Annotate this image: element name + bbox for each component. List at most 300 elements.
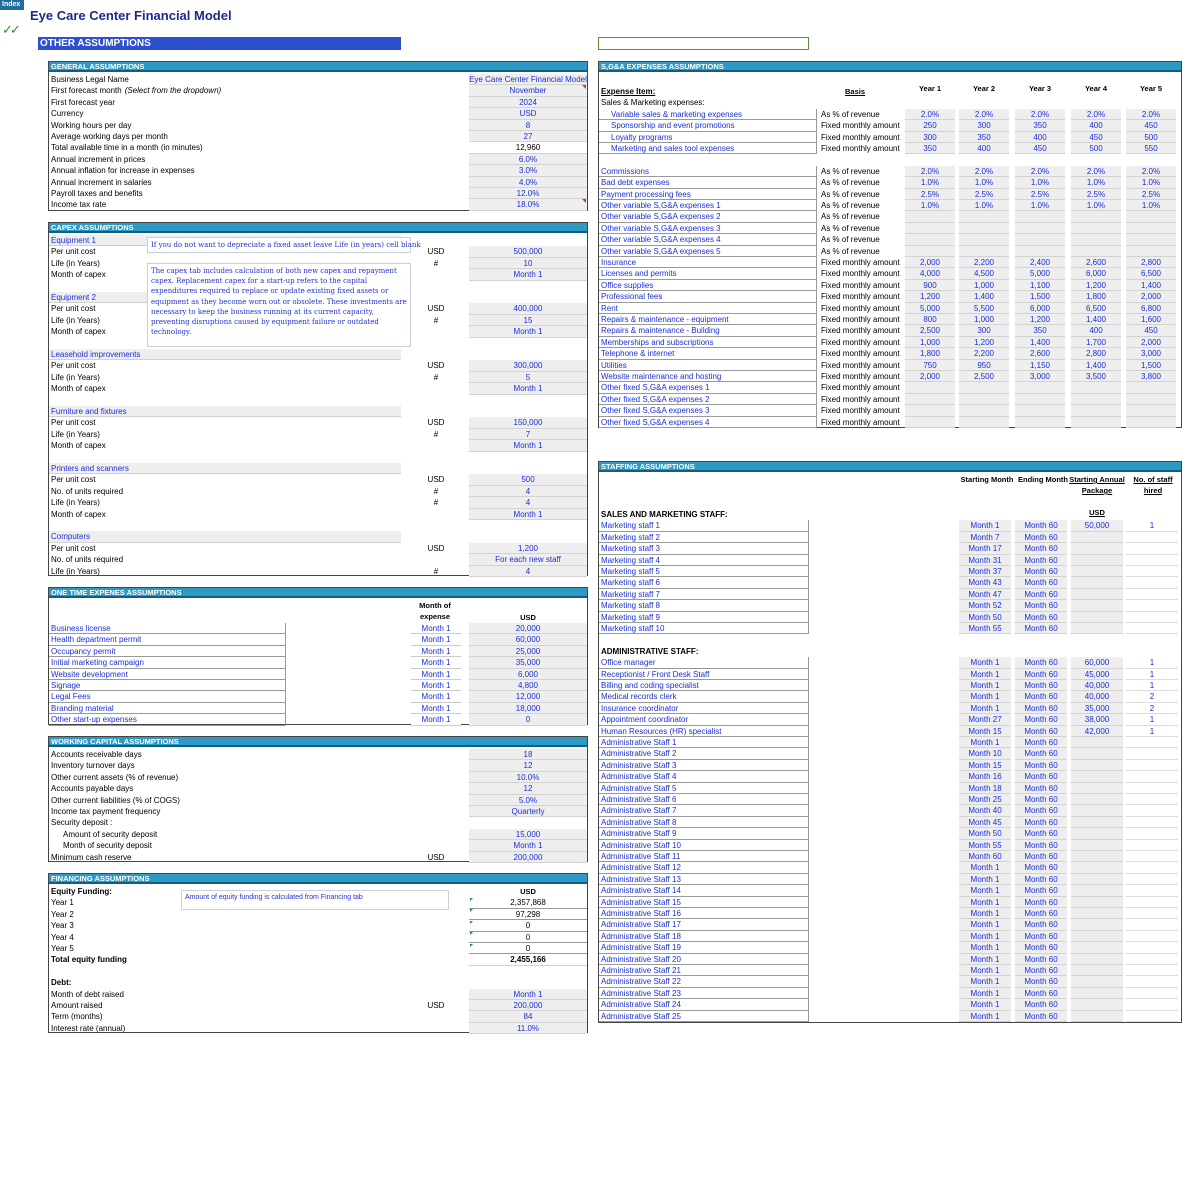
end-month-cell[interactable]: Month 60: [1015, 931, 1067, 942]
year-value-cell[interactable]: 2.5%: [959, 189, 1009, 200]
start-month-cell[interactable]: Month 16: [959, 771, 1011, 782]
year-value-cell[interactable]: [905, 394, 955, 405]
year-value-cell[interactable]: 450: [1126, 325, 1176, 336]
year-value-cell[interactable]: [905, 405, 955, 416]
year-value-cell[interactable]: 4,000: [905, 268, 955, 279]
start-month-cell[interactable]: Month 1: [959, 976, 1011, 987]
package-cell[interactable]: [1071, 942, 1123, 953]
start-month-cell[interactable]: Month 1: [959, 737, 1011, 748]
start-month-cell[interactable]: Month 1: [959, 885, 1011, 896]
year-value-cell[interactable]: 1,000: [959, 280, 1009, 291]
year-value-cell[interactable]: 2,800: [1126, 257, 1176, 268]
end-month-cell[interactable]: Month 60: [1015, 988, 1067, 999]
start-month-cell[interactable]: Month 7: [959, 532, 1011, 543]
year-value-cell[interactable]: [905, 211, 955, 222]
end-month-cell[interactable]: Month 60: [1015, 828, 1067, 839]
package-cell[interactable]: 40,000: [1071, 691, 1123, 702]
package-cell[interactable]: [1071, 612, 1123, 623]
year-value-cell[interactable]: 750: [905, 360, 955, 371]
year-value-cell[interactable]: 2.5%: [905, 189, 955, 200]
end-month-cell[interactable]: Month 60: [1015, 714, 1067, 725]
year-value-cell[interactable]: 5,000: [905, 303, 955, 314]
year-value-cell[interactable]: 4,500: [959, 268, 1009, 279]
year-value-cell[interactable]: 400: [959, 143, 1009, 154]
input-cell[interactable]: 5: [469, 372, 587, 383]
input-cell[interactable]: Month 1: [469, 440, 587, 451]
hired-cell[interactable]: [1126, 543, 1178, 554]
start-month-cell[interactable]: Month 31: [959, 555, 1011, 566]
input-cell[interactable]: 400,000: [469, 303, 587, 314]
input-cell[interactable]: 27: [469, 131, 587, 142]
start-month-cell[interactable]: Month 1: [959, 954, 1011, 965]
year-value-cell[interactable]: 6,000: [1071, 268, 1121, 279]
hired-cell[interactable]: [1126, 976, 1178, 987]
year-value-cell[interactable]: 2,000: [1126, 337, 1176, 348]
month-cell[interactable]: Month 1: [411, 669, 461, 680]
year-value-cell[interactable]: 1,800: [905, 348, 955, 359]
package-cell[interactable]: [1071, 737, 1123, 748]
end-month-cell[interactable]: Month 60: [1015, 897, 1067, 908]
start-month-cell[interactable]: Month 1: [959, 942, 1011, 953]
year-value-cell[interactable]: 2.0%: [959, 166, 1009, 177]
input-cell[interactable]: 200,000: [469, 1000, 587, 1011]
input-cell[interactable]: 20,000: [469, 623, 587, 634]
end-month-cell[interactable]: Month 60: [1015, 600, 1067, 611]
year-value-cell[interactable]: 300: [959, 325, 1009, 336]
end-month-cell[interactable]: Month 60: [1015, 748, 1067, 759]
year-value-cell[interactable]: [905, 246, 955, 257]
end-month-cell[interactable]: Month 60: [1015, 737, 1067, 748]
input-cell[interactable]: 12,960: [469, 142, 587, 153]
year-value-cell[interactable]: [1126, 382, 1176, 393]
end-month-cell[interactable]: Month 60: [1015, 965, 1067, 976]
year-value-cell[interactable]: 1,100: [1015, 280, 1065, 291]
input-cell[interactable]: 500,000: [469, 246, 587, 257]
package-cell[interactable]: [1071, 954, 1123, 965]
input-cell[interactable]: 200,000: [469, 852, 587, 863]
input-cell[interactable]: Month 1: [469, 383, 587, 394]
end-month-cell[interactable]: Month 60: [1015, 691, 1067, 702]
hired-cell[interactable]: [1126, 942, 1178, 953]
input-cell[interactable]: 4.0%: [469, 177, 587, 188]
year-value-cell[interactable]: 950: [959, 360, 1009, 371]
start-month-cell[interactable]: Month 1: [959, 965, 1011, 976]
year-value-cell[interactable]: [1071, 382, 1121, 393]
year-value-cell[interactable]: [959, 234, 1009, 245]
year-value-cell[interactable]: 1,700: [1071, 337, 1121, 348]
end-month-cell[interactable]: Month 60: [1015, 703, 1067, 714]
year-value-cell[interactable]: 2,500: [959, 371, 1009, 382]
start-month-cell[interactable]: Month 1: [959, 680, 1011, 691]
year-value-cell[interactable]: 1,200: [959, 337, 1009, 348]
end-month-cell[interactable]: Month 60: [1015, 919, 1067, 930]
end-month-cell[interactable]: Month 60: [1015, 794, 1067, 805]
start-month-cell[interactable]: Month 17: [959, 543, 1011, 554]
hired-cell[interactable]: 1: [1126, 726, 1178, 737]
package-cell[interactable]: [1071, 828, 1123, 839]
start-month-cell[interactable]: Month 10: [959, 748, 1011, 759]
input-cell[interactable]: 15: [469, 315, 587, 326]
year-value-cell[interactable]: 5,000: [1015, 268, 1065, 279]
end-month-cell[interactable]: Month 60: [1015, 783, 1067, 794]
end-month-cell[interactable]: Month 60: [1015, 840, 1067, 851]
year-value-cell[interactable]: [1015, 394, 1065, 405]
year-value-cell[interactable]: [1071, 394, 1121, 405]
hired-cell[interactable]: [1126, 771, 1178, 782]
year-value-cell[interactable]: [1015, 211, 1065, 222]
hired-cell[interactable]: 2: [1126, 691, 1178, 702]
end-month-cell[interactable]: Month 60: [1015, 999, 1067, 1010]
end-month-cell[interactable]: Month 60: [1015, 885, 1067, 896]
input-cell[interactable]: 25,000: [469, 646, 587, 657]
start-month-cell[interactable]: Month 37: [959, 566, 1011, 577]
year-value-cell[interactable]: 1.0%: [905, 200, 955, 211]
year-value-cell[interactable]: 250: [905, 120, 955, 131]
input-cell[interactable]: 11.0%: [469, 1023, 587, 1034]
package-cell[interactable]: [1071, 771, 1123, 782]
start-month-cell[interactable]: Month 1: [959, 520, 1011, 531]
input-cell[interactable]: 12,000: [469, 691, 587, 702]
hired-cell[interactable]: [1126, 805, 1178, 816]
end-month-cell[interactable]: Month 60: [1015, 589, 1067, 600]
year-value-cell[interactable]: [1015, 234, 1065, 245]
year-value-cell[interactable]: 500: [1126, 132, 1176, 143]
year-value-cell[interactable]: 2,800: [1071, 348, 1121, 359]
year-value-cell[interactable]: 400: [1015, 132, 1065, 143]
package-cell[interactable]: [1071, 897, 1123, 908]
year-value-cell[interactable]: 3,500: [1071, 371, 1121, 382]
year-value-cell[interactable]: 2.5%: [1126, 189, 1176, 200]
year-value-cell[interactable]: 1.0%: [1126, 200, 1176, 211]
end-month-cell[interactable]: Month 60: [1015, 805, 1067, 816]
year-value-cell[interactable]: 1,400: [1126, 280, 1176, 291]
year-value-cell[interactable]: 6,800: [1126, 303, 1176, 314]
year-value-cell[interactable]: 800: [905, 314, 955, 325]
end-month-cell[interactable]: Month 60: [1015, 612, 1067, 623]
hired-cell[interactable]: [1126, 965, 1178, 976]
input-cell[interactable]: 12.0%: [469, 188, 587, 199]
year-value-cell[interactable]: [1015, 246, 1065, 257]
year-value-cell[interactable]: [905, 417, 955, 428]
start-month-cell[interactable]: Month 1: [959, 908, 1011, 919]
input-cell[interactable]: 4: [469, 486, 587, 497]
year-value-cell[interactable]: 1.0%: [1015, 200, 1065, 211]
package-cell[interactable]: [1071, 623, 1123, 634]
input-cell[interactable]: 3.0%: [469, 165, 587, 176]
year-value-cell[interactable]: 2.0%: [1015, 109, 1065, 120]
start-month-cell[interactable]: Month 1: [959, 1011, 1011, 1022]
package-cell[interactable]: [1071, 783, 1123, 794]
input-cell[interactable]: 10: [469, 258, 587, 269]
hired-cell[interactable]: [1126, 566, 1178, 577]
hired-cell[interactable]: [1126, 954, 1178, 965]
month-cell[interactable]: Month 1: [411, 646, 461, 657]
end-month-cell[interactable]: Month 60: [1015, 817, 1067, 828]
start-month-cell[interactable]: Month 43: [959, 577, 1011, 588]
hired-cell[interactable]: [1126, 840, 1178, 851]
start-month-cell[interactable]: Month 50: [959, 612, 1011, 623]
end-month-cell[interactable]: Month 60: [1015, 657, 1067, 668]
start-month-cell[interactable]: Month 1: [959, 669, 1011, 680]
year-value-cell[interactable]: 2,000: [905, 371, 955, 382]
end-month-cell[interactable]: Month 60: [1015, 543, 1067, 554]
hired-cell[interactable]: [1126, 862, 1178, 873]
hired-cell[interactable]: 1: [1126, 520, 1178, 531]
year-value-cell[interactable]: 2,500: [905, 325, 955, 336]
package-cell[interactable]: 45,000: [1071, 669, 1123, 680]
input-cell[interactable]: 1,200: [469, 543, 587, 554]
year-value-cell[interactable]: 400: [1071, 325, 1121, 336]
year-value-cell[interactable]: 1,400: [1071, 314, 1121, 325]
year-value-cell[interactable]: 350: [1015, 120, 1065, 131]
end-month-cell[interactable]: Month 60: [1015, 760, 1067, 771]
year-value-cell[interactable]: [1015, 382, 1065, 393]
package-cell[interactable]: 50,000: [1071, 520, 1123, 531]
end-month-cell[interactable]: Month 60: [1015, 669, 1067, 680]
year-value-cell[interactable]: 300: [905, 132, 955, 143]
hired-cell[interactable]: 1: [1126, 669, 1178, 680]
year-value-cell[interactable]: 1,200: [1015, 314, 1065, 325]
year-value-cell[interactable]: [905, 382, 955, 393]
end-month-cell[interactable]: Month 60: [1015, 862, 1067, 873]
input-cell[interactable]: 4: [469, 497, 587, 508]
package-cell[interactable]: [1071, 794, 1123, 805]
start-month-cell[interactable]: Month 1: [959, 657, 1011, 668]
year-value-cell[interactable]: 2.0%: [1071, 109, 1121, 120]
hired-cell[interactable]: [1126, 817, 1178, 828]
year-value-cell[interactable]: 1.0%: [905, 177, 955, 188]
input-cell[interactable]: 0: [469, 714, 587, 725]
year-value-cell[interactable]: 450: [1071, 132, 1121, 143]
end-month-cell[interactable]: Month 60: [1015, 942, 1067, 953]
year-value-cell[interactable]: [959, 405, 1009, 416]
year-value-cell[interactable]: 2,000: [905, 257, 955, 268]
year-value-cell[interactable]: 2.0%: [1126, 166, 1176, 177]
month-cell[interactable]: Month 1: [411, 623, 461, 634]
input-cell[interactable]: Month 1: [469, 989, 587, 1000]
input-cell[interactable]: November: [469, 85, 587, 96]
year-value-cell[interactable]: 2,600: [1071, 257, 1121, 268]
input-cell[interactable]: 60,000: [469, 634, 587, 645]
hired-cell[interactable]: [1126, 737, 1178, 748]
package-cell[interactable]: [1071, 931, 1123, 942]
year-value-cell[interactable]: 350: [959, 132, 1009, 143]
hired-cell[interactable]: 1: [1126, 657, 1178, 668]
year-value-cell[interactable]: 2.0%: [1071, 166, 1121, 177]
year-value-cell[interactable]: [1071, 405, 1121, 416]
year-value-cell[interactable]: [959, 211, 1009, 222]
hired-cell[interactable]: [1126, 760, 1178, 771]
year-value-cell[interactable]: 1.0%: [959, 200, 1009, 211]
package-cell[interactable]: [1071, 805, 1123, 816]
end-month-cell[interactable]: Month 60: [1015, 771, 1067, 782]
year-value-cell[interactable]: [959, 246, 1009, 257]
start-month-cell[interactable]: Month 27: [959, 714, 1011, 725]
input-cell[interactable]: Quarterly: [469, 806, 587, 817]
year-value-cell[interactable]: 300: [959, 120, 1009, 131]
index-tab[interactable]: Index: [0, 0, 24, 10]
year-value-cell[interactable]: 2.5%: [1015, 189, 1065, 200]
hired-cell[interactable]: 1: [1126, 714, 1178, 725]
package-cell[interactable]: [1071, 885, 1123, 896]
end-month-cell[interactable]: Month 60: [1015, 851, 1067, 862]
start-month-cell[interactable]: Month 50: [959, 828, 1011, 839]
start-month-cell[interactable]: Month 1: [959, 703, 1011, 714]
year-value-cell[interactable]: [1126, 234, 1176, 245]
input-cell[interactable]: 18.0%: [469, 199, 587, 210]
hired-cell[interactable]: [1126, 589, 1178, 600]
start-month-cell[interactable]: Month 1: [959, 931, 1011, 942]
package-cell[interactable]: 38,000: [1071, 714, 1123, 725]
input-cell[interactable]: 6,000: [469, 669, 587, 680]
year-value-cell[interactable]: [1071, 234, 1121, 245]
year-value-cell[interactable]: [959, 417, 1009, 428]
start-month-cell[interactable]: Month 1: [959, 988, 1011, 999]
package-cell[interactable]: [1071, 543, 1123, 554]
hired-cell[interactable]: [1126, 532, 1178, 543]
package-cell[interactable]: [1071, 760, 1123, 771]
year-value-cell[interactable]: 2.0%: [905, 166, 955, 177]
hired-cell[interactable]: [1126, 897, 1178, 908]
input-cell[interactable]: 7: [469, 429, 587, 440]
hired-cell[interactable]: [1126, 577, 1178, 588]
hired-cell[interactable]: 1: [1126, 680, 1178, 691]
package-cell[interactable]: [1071, 748, 1123, 759]
package-cell[interactable]: [1071, 919, 1123, 930]
package-cell[interactable]: 42,000: [1071, 726, 1123, 737]
year-value-cell[interactable]: 1,000: [905, 337, 955, 348]
package-cell[interactable]: [1071, 840, 1123, 851]
input-cell[interactable]: 12: [469, 783, 587, 794]
hired-cell[interactable]: [1126, 623, 1178, 634]
year-value-cell[interactable]: 450: [1015, 143, 1065, 154]
input-cell[interactable]: Month 1: [469, 269, 587, 280]
input-cell[interactable]: 15,000: [469, 829, 587, 840]
end-month-cell[interactable]: Month 60: [1015, 532, 1067, 543]
end-month-cell[interactable]: Month 60: [1015, 577, 1067, 588]
start-month-cell[interactable]: Month 1: [959, 862, 1011, 873]
year-value-cell[interactable]: [1126, 405, 1176, 416]
end-month-cell[interactable]: Month 60: [1015, 954, 1067, 965]
year-value-cell[interactable]: 1.0%: [1071, 177, 1121, 188]
month-cell[interactable]: Month 1: [411, 703, 461, 714]
start-month-cell[interactable]: Month 60: [959, 851, 1011, 862]
package-cell[interactable]: [1071, 600, 1123, 611]
start-month-cell[interactable]: Month 40: [959, 805, 1011, 816]
hired-cell[interactable]: [1126, 828, 1178, 839]
package-cell[interactable]: [1071, 862, 1123, 873]
start-month-cell[interactable]: Month 15: [959, 726, 1011, 737]
input-cell[interactable]: 18,000: [469, 703, 587, 714]
end-month-cell[interactable]: Month 60: [1015, 566, 1067, 577]
year-value-cell[interactable]: 1,200: [905, 291, 955, 302]
year-value-cell[interactable]: 2.0%: [1015, 166, 1065, 177]
year-value-cell[interactable]: 1.0%: [1015, 177, 1065, 188]
end-month-cell[interactable]: Month 60: [1015, 623, 1067, 634]
end-month-cell[interactable]: Month 60: [1015, 680, 1067, 691]
year-value-cell[interactable]: 1.0%: [1071, 200, 1121, 211]
year-value-cell[interactable]: [1015, 417, 1065, 428]
year-value-cell[interactable]: 2.0%: [1126, 109, 1176, 120]
end-month-cell[interactable]: Month 60: [1015, 976, 1067, 987]
start-month-cell[interactable]: Month 55: [959, 840, 1011, 851]
year-value-cell[interactable]: 1,500: [1126, 360, 1176, 371]
input-cell[interactable]: 4,800: [469, 680, 587, 691]
start-month-cell[interactable]: Month 1: [959, 999, 1011, 1010]
start-month-cell[interactable]: Month 1: [959, 691, 1011, 702]
input-cell[interactable]: 35,000: [469, 657, 587, 668]
year-value-cell[interactable]: 1,800: [1071, 291, 1121, 302]
month-cell[interactable]: Month 1: [411, 657, 461, 668]
hired-cell[interactable]: [1126, 555, 1178, 566]
year-value-cell[interactable]: [1126, 246, 1176, 257]
input-cell[interactable]: 4: [469, 566, 587, 577]
package-cell[interactable]: [1071, 908, 1123, 919]
input-cell[interactable]: 5.0%: [469, 795, 587, 806]
input-cell[interactable]: 8: [469, 120, 587, 131]
year-value-cell[interactable]: [1126, 394, 1176, 405]
package-cell[interactable]: [1071, 851, 1123, 862]
package-cell[interactable]: [1071, 589, 1123, 600]
package-cell[interactable]: 40,000: [1071, 680, 1123, 691]
package-cell[interactable]: 35,000: [1071, 703, 1123, 714]
year-value-cell[interactable]: [1071, 246, 1121, 257]
year-value-cell[interactable]: 1.0%: [1126, 177, 1176, 188]
year-value-cell[interactable]: 900: [905, 280, 955, 291]
hired-cell[interactable]: [1126, 1011, 1178, 1022]
input-cell[interactable]: Month 1: [469, 509, 587, 520]
start-month-cell[interactable]: Month 52: [959, 600, 1011, 611]
input-cell[interactable]: 18: [469, 749, 587, 760]
input-cell[interactable]: For each new staff: [469, 554, 587, 565]
month-cell[interactable]: Month 1: [411, 691, 461, 702]
year-value-cell[interactable]: 1,400: [1015, 337, 1065, 348]
hired-cell[interactable]: [1126, 748, 1178, 759]
year-value-cell[interactable]: 2,200: [959, 257, 1009, 268]
year-value-cell[interactable]: 1,400: [959, 291, 1009, 302]
package-cell[interactable]: [1071, 1011, 1123, 1022]
package-cell[interactable]: [1071, 988, 1123, 999]
input-cell[interactable]: 300,000: [469, 360, 587, 371]
hired-cell[interactable]: [1126, 931, 1178, 942]
hired-cell[interactable]: 2: [1126, 703, 1178, 714]
start-month-cell[interactable]: Month 45: [959, 817, 1011, 828]
hired-cell[interactable]: [1126, 783, 1178, 794]
input-cell[interactable]: Month 1: [469, 840, 587, 851]
year-value-cell[interactable]: 5,500: [959, 303, 1009, 314]
month-cell[interactable]: Month 1: [411, 634, 461, 645]
year-value-cell[interactable]: [1126, 417, 1176, 428]
end-month-cell[interactable]: Month 60: [1015, 908, 1067, 919]
year-value-cell[interactable]: 6,000: [1015, 303, 1065, 314]
package-cell[interactable]: [1071, 999, 1123, 1010]
year-value-cell[interactable]: 450: [1126, 120, 1176, 131]
end-month-cell[interactable]: Month 60: [1015, 1011, 1067, 1022]
package-cell[interactable]: [1071, 555, 1123, 566]
hired-cell[interactable]: [1126, 874, 1178, 885]
end-month-cell[interactable]: Month 60: [1015, 874, 1067, 885]
start-month-cell[interactable]: Month 15: [959, 760, 1011, 771]
input-cell[interactable]: 84: [469, 1011, 587, 1022]
input-cell[interactable]: 6.0%: [469, 154, 587, 165]
package-cell[interactable]: [1071, 976, 1123, 987]
year-value-cell[interactable]: [1126, 211, 1176, 222]
year-value-cell[interactable]: 2.0%: [905, 109, 955, 120]
input-cell[interactable]: 2024: [469, 97, 587, 108]
year-value-cell[interactable]: [959, 394, 1009, 405]
start-month-cell[interactable]: Month 47: [959, 589, 1011, 600]
year-value-cell[interactable]: [905, 234, 955, 245]
